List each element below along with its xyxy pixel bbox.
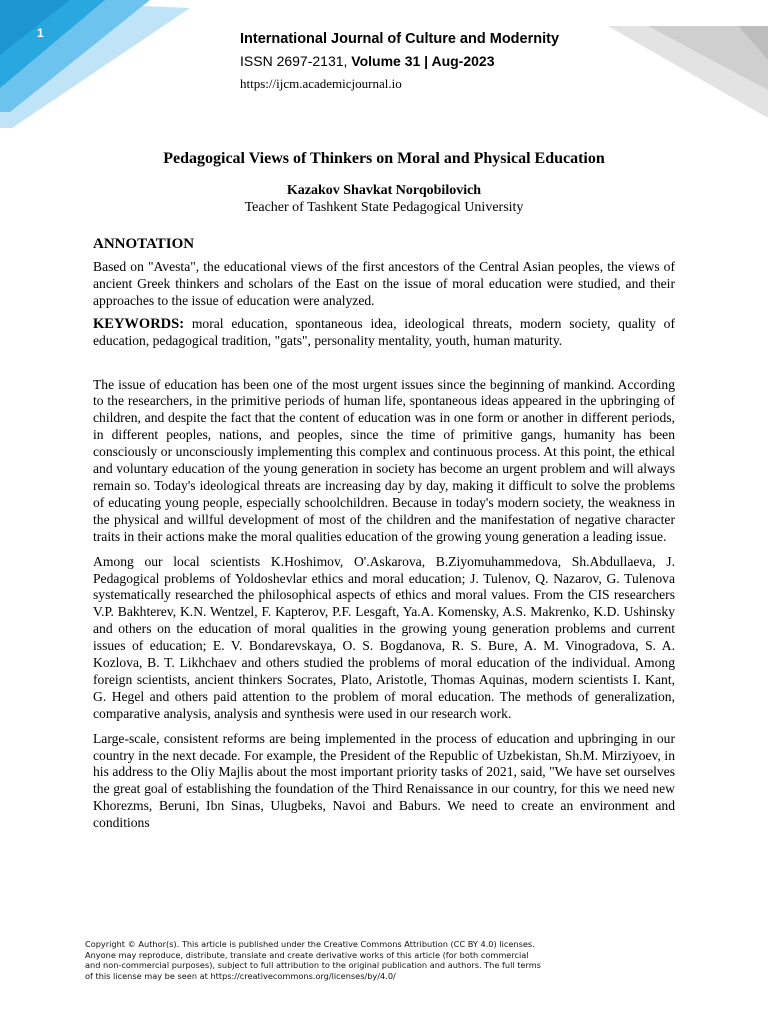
issn-text: ISSN 2697-2131, [240,53,352,69]
keywords-label: KEYWORDS: [93,315,185,332]
license-line: of this license may be seen at https://creativecommons.org/licenses/by/4.0/ [85,970,396,981]
journal-name: International Journal of Culture and Modernity [240,31,560,47]
volume-issue: Volume 31 | Aug-2023 [351,53,495,69]
article-title: Pedagogical Views of Thinkers on Moral and Physical Education [163,150,605,167]
license-line: Copyright © Author(s). This article is published under the Creative Commons Attribution (CC BY 4.0) licenses. [85,939,535,949]
body-paragraph: Among our local scientists K.Hoshimov, O'.Askarova, B.Ziyomuhammedova, Sh.Abdullaeva, J. Pedagogical problems of Yoldoshevlar ethics and moral education; J. Tulenov, Q. Nazarov, G. Tulenova systematically researched the philosophical aspects of ethics and moral values. From the CIS researchers V.P. Bakhterev, K.N. Wentzel, F. Kapterov, P.F. Lesgaft, Ya.A. Komensky, A.S. Makrenko, K.D. Ushinsky and others on the education of moral qualities in the growing young generation problems and current issues of education; E. V. Bondarevskaya, O. S. Bogdanova, R. S. Bure, A. M. Vinogradova, S. A. Kozlova, B. T. Likhchaev and others studied the problems of moral education of the individual. Among foreign scientists, ancient thinkers Socrates, Plato, Aristotle, Thomas Aquinas, modern scientists I. Kant, G. Hegel and others paid attention to the problem of moral education. The methods of generalization, comparative analysis, analysis and synthesis were used in our research work. [93,553,675,721]
body-paragraph: Large-scale, consistent reforms are being implemented in the process of education and upbringing in our country in the next decade. For example, the President of the Republic of Uzbekistan, Sh.M. Mirziyoev, in his address to the Oliy Majlis about the most important priority tasks of 2021, said, "We have set ourselves the great goal of establishing the foundation of the Third Renaissance in our country, for this we need new Khorezms, Beruni, Ibn Sinas, Ulugbeks, Navoi and Baburs. We need to create an environment and conditions [93,730,675,831]
journal-url[interactable]: https://ijcm.academicjournal.io [240,76,402,91]
journal-issn [240,53,559,69]
journal-header [240,31,559,92]
license-footer [85,939,645,981]
header-corner-graphic-right [588,0,768,130]
license-line: Anyone may reproduce, distribute, translate and create derivative works of this article (for both commercial [85,949,529,960]
license-line: and non-commercial purposes), subject to full attribution to the original publication and authors. The full terms [85,960,541,970]
body-paragraph: The issue of education has been one of the most urgent issues since the beginning of mankind. According to the researchers, in the primitive periods of human life, spontaneous ideas appeared in the upbringing of children, and despite the fact that the content of education was in one form or another in different periods, in different peoples, nations, and peoples, since the time of primitive gangs, humanity has been consciously or unconsciously implementing this complex and continuous process. At this point, the ethical and voluntary education of the young generation in society has become an urgent problem and will always remain so. Today's ideological threats are increasing day by day, making it difficult to solve the problems of educating young people, especially schoolchildren. Because in today's modern society, the weakness in the physical and willful development of most of the children and the manifestation of negative character traits in their actions make the moral qualities education of the growing young generation a leading issue. [93,376,675,544]
author-affiliation: Teacher of Tashkent State Pedagogical University [244,200,524,215]
annotation-text: Based on "Avesta", the educational views of the first ancestors of the Central Asian peoples, the views of ancient Greek thinkers and scholars of the East on the issue of moral education were studied, and their approaches to the issue of education were analyzed. [93,259,675,308]
author-name: Kazakov Shavkat Norqobilovich [286,183,482,198]
keywords [93,316,675,350]
header-corner-graphic [0,0,200,130]
page-number: 1 [37,26,44,40]
article-body [93,150,675,832]
annotation-heading: ANNOTATION [93,236,195,252]
keywords-list: moral education, spontaneous idea, ideological threats, modern society, quality of education, pedagogical tradition, "gats", personality mentality, youth, human maturity. [93,315,675,348]
